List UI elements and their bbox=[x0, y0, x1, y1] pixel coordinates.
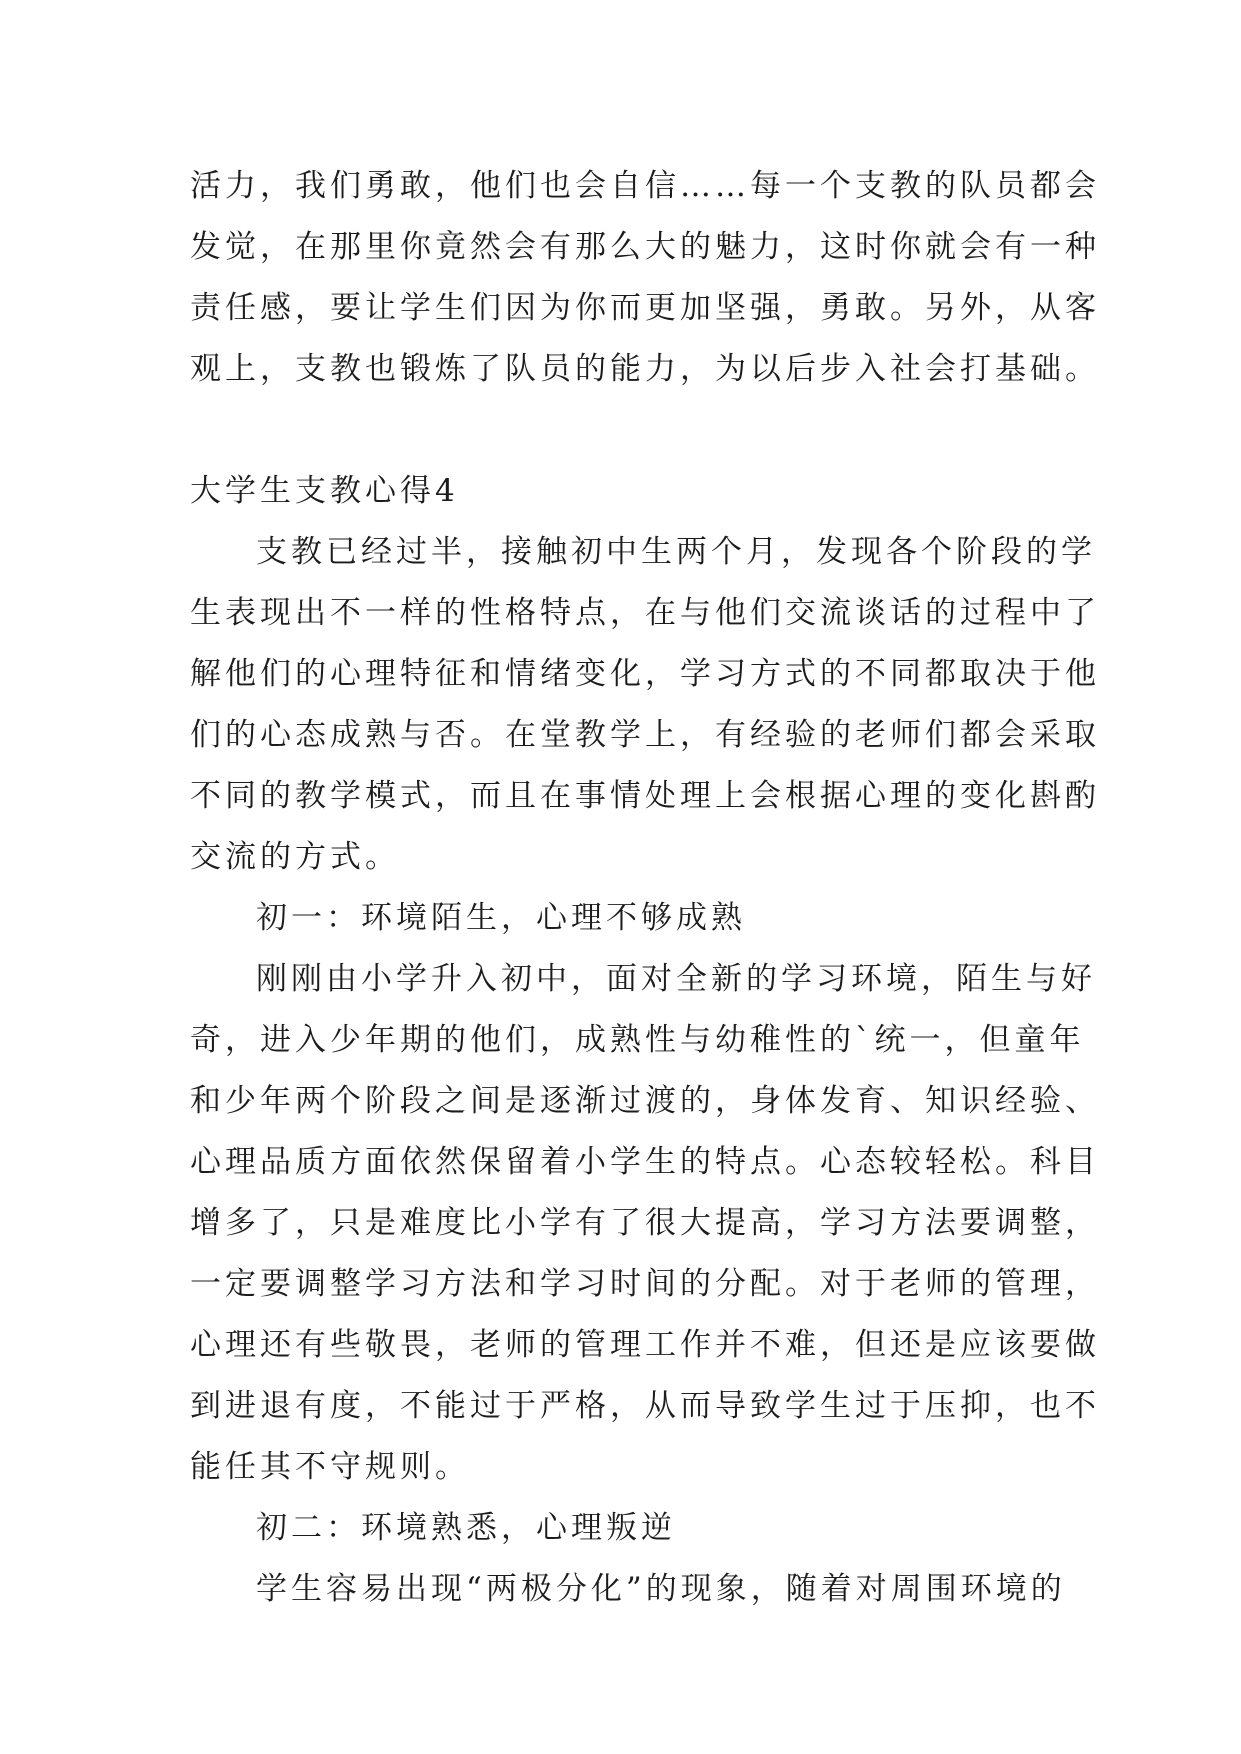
text-line: 一定要调整学习方法和学习时间的分配。对于老师的管理， bbox=[190, 1266, 1100, 1302]
section-title: 大学生支教心得4 bbox=[190, 473, 459, 509]
text-line: 到进退有度，不能过于严格，从而导致学生过于压抑，也不 bbox=[190, 1388, 1100, 1424]
paragraph-gap bbox=[190, 400, 1060, 461]
text-line: 支教已经过半，接触初中生两个月，发现各个阶段的学 bbox=[256, 534, 1096, 570]
text-line: 生表现出不一样的性格特点，在与他们交流谈话的过程中了 bbox=[190, 595, 1100, 631]
text-line: 心理品质方面依然保留着小学生的特点。心态较轻松。科目 bbox=[190, 1144, 1100, 1180]
text-line: 发觉，在那里你竟然会有那么大的魅力，这时你就会有一种 bbox=[190, 229, 1100, 265]
text-line: 学生容易出现“两极分化”的现象，随着对周围环境的 bbox=[256, 1571, 1066, 1607]
text-line: 刚刚由小学升入初中，面对全新的学习环境，陌生与好 bbox=[256, 961, 1096, 997]
subheading-grade-two: 初二：环境熟悉，心理叛逆 bbox=[256, 1510, 676, 1546]
text-line: 奇，进入少年期的他们，成熟性与幼稚性的`统一，但童年 bbox=[190, 1022, 1085, 1058]
text-line: 解他们的心理特征和情绪变化，学习方式的不同都取决于他 bbox=[190, 656, 1100, 692]
document-body bbox=[190, 156, 1100, 1620]
text-line: 责任感，要让学生们因为你而更加坚强，勇敢。另外，从客 bbox=[190, 290, 1100, 326]
text-line: 心理还有些敬畏，老师的管理工作并不难，但还是应该要做 bbox=[190, 1327, 1100, 1363]
text-line: 观上，支教也锻炼了队员的能力，为以后步入社会打基础。 bbox=[190, 351, 1100, 387]
text-line: 增多了，只是难度比小学有了很大提高，学习方法要调整， bbox=[190, 1205, 1100, 1241]
subheading-grade-one: 初一：环境陌生，心理不够成熟 bbox=[256, 900, 746, 936]
text-line: 们的心态成熟与否。在堂教学上，有经验的老师们都会采取 bbox=[190, 717, 1100, 753]
text-line: 和少年两个阶段之间是逐渐过渡的，身体发育、知识经验、 bbox=[190, 1083, 1100, 1119]
text-line: 交流的方式。 bbox=[190, 839, 400, 875]
text-line: 能任其不守规则。 bbox=[190, 1449, 470, 1485]
text-line: 活力，我们勇敢，他们也会自信……每一个支教的队员都会 bbox=[190, 168, 1100, 204]
text-line: 不同的教学模式，而且在事情处理上会根据心理的变化斟酌 bbox=[190, 778, 1100, 814]
